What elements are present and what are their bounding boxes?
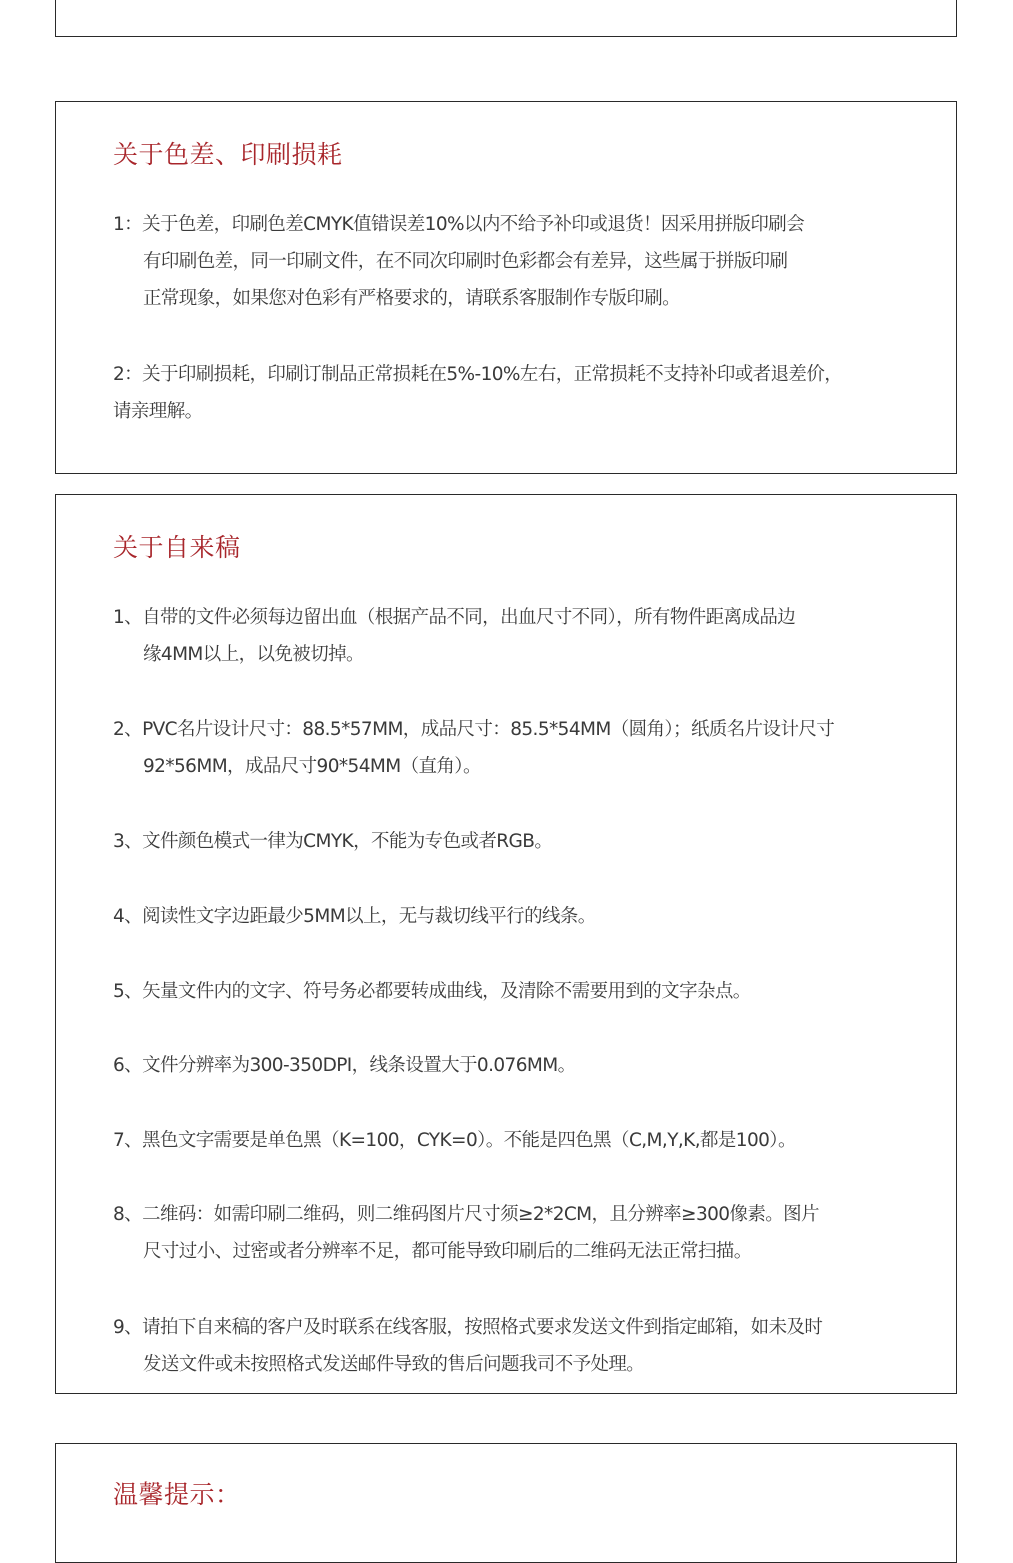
item-line: 4、阅读性文字边距最少5MM以上，无与裁切线平行的线条。 [113, 906, 596, 927]
item-line: 2：关于印刷损耗，印刷订制品正常损耗在5%-10%左右，正常损耗不支持补印或者退差价， [113, 364, 843, 385]
item-line: 92*56MM，成品尺寸90*54MM（直角）。 [143, 756, 481, 777]
item-line: 9、请拍下自来稿的客户及时联系在线客服，按照格式要求发送文件到指定邮箱，如未及时 [113, 1317, 823, 1338]
color-difference-section [55, 101, 957, 474]
list-item [113, 823, 903, 860]
list-item [113, 1309, 903, 1383]
list-item [113, 599, 903, 673]
item-line: 1、自带的文件必须每边留出血（根据产品不同，出血尺寸不同），所有物件距离成品边 [113, 607, 796, 628]
item-line: 8、二维码：如需印刷二维码，则二维码图片尺寸须≥2*2CM，且分辨率≥300像素。图片 [113, 1204, 819, 1225]
previous-section-box [55, 0, 957, 37]
item-line: 尺寸过小、过密或者分辨率不足，都可能导致印刷后的二维码无法正常扫描。 [143, 1241, 752, 1262]
item-line: 正常现象，如果您对色彩有严格要求的，请联系客服制作专版印刷。 [143, 288, 681, 309]
list-item [113, 206, 903, 317]
section-title: 温馨提示： [113, 1480, 241, 1509]
own-file-section [55, 494, 957, 1394]
list-item [113, 1196, 903, 1270]
list-item [113, 711, 903, 785]
section-title: 关于自来稿 [113, 533, 241, 562]
list-item [113, 356, 903, 430]
list-item [113, 1122, 903, 1159]
warm-tips-section [55, 1443, 957, 1563]
list-item [113, 1047, 903, 1084]
item-line: 有印刷色差，同一印刷文件，在不同次印刷时色彩都会有差异，这些属于拼版印刷 [143, 251, 788, 272]
section-title: 关于色差、印刷损耗 [113, 140, 343, 169]
item-line: 请亲理解。 [113, 401, 203, 422]
list-item [113, 973, 903, 1010]
list-item [113, 898, 903, 935]
item-line: 1：关于色差，印刷色差CMYK值错误差10%以内不给予补印或退货！因采用拼版印刷会 [113, 214, 805, 235]
item-line: 7、黑色文字需要是单色黑（K=100，CYK=0）。不能是四色黑（C,M,Y,K,都是100）。 [113, 1130, 796, 1151]
item-line: 2、PVC名片设计尺寸：88.5*57MM，成品尺寸：85.5*54MM（圆角）；纸质名片设计尺寸 [113, 719, 835, 740]
item-line: 3、文件颜色模式一律为CMYK，不能为专色或者RGB。 [113, 831, 553, 852]
item-line: 6、文件分辨率为300-350DPI，线条设置大于0.076MM。 [113, 1055, 576, 1076]
item-line: 缘4MM以上，以免被切掉。 [143, 644, 364, 665]
item-line: 5、矢量文件内的文字、符号务必都要转成曲线，及清除不需要用到的文字杂点。 [113, 981, 751, 1002]
item-line: 发送文件或未按照格式发送邮件导致的售后问题我司不予处理。 [143, 1354, 645, 1375]
